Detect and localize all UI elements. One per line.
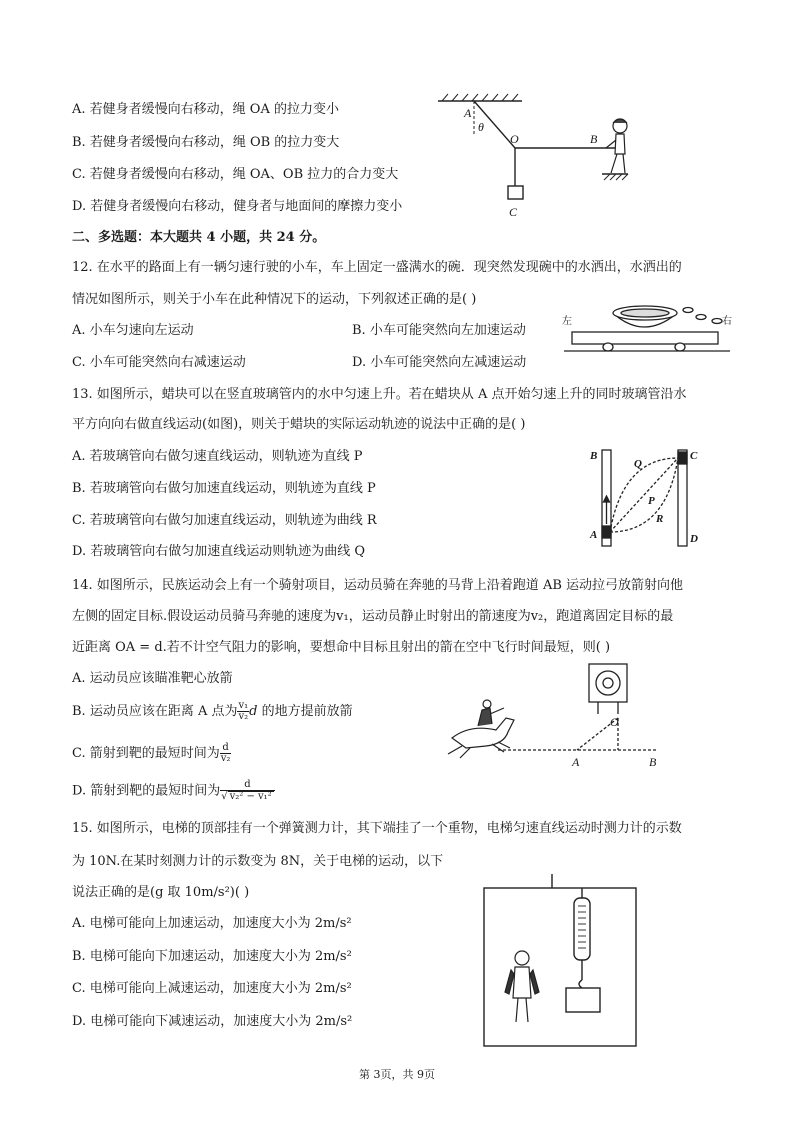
fraction-d-over-root — [220, 780, 274, 802]
label-b: B — [590, 132, 598, 146]
q11-option-c: C. 若健身者缓慢向右移动，绳 OA、OB 拉力的合力变大 — [72, 167, 399, 182]
fraction-num: v₁ — [238, 700, 249, 711]
q12-figure — [560, 296, 734, 358]
spring-scale-body — [574, 898, 590, 960]
q13-option-a: A. 若玻璃管向右做匀速直线运动，则轨迹为直线 P — [72, 449, 363, 464]
q11-figure — [430, 88, 630, 220]
wax-block — [602, 526, 611, 538]
q11-option-d: D. 若健身者缓慢向右移动，健身者与地面间的摩擦力变小 — [72, 199, 403, 214]
label-b: B — [649, 755, 657, 769]
q13-option-b: B. 若玻璃管向右做匀加速直线运动，则轨迹为直线 P — [72, 481, 376, 496]
fraction-den: v₂ — [220, 753, 231, 764]
label-right: 右 — [722, 316, 732, 327]
q15-option-a: A. 电梯可能向上加速运动，加速度大小为 2m/s² — [72, 916, 352, 931]
q12-option-d: D. 小车可能突然向左减速运动 — [352, 355, 527, 370]
q12-stem-line2: 情况如图所示，则关于小车在此种情况下的运动，下列叙述正确的是( ) — [72, 292, 477, 307]
heavy-object — [566, 988, 600, 1012]
ceiling-hatch — [442, 94, 518, 101]
q12-option-c: C. 小车可能突然向右减速运动 — [72, 355, 246, 370]
water-surface — [621, 309, 669, 317]
q11-option-a: A. 若健身者缓慢向右移动，绳 OA 的拉力变小 — [72, 102, 339, 117]
q15-stem-line1: 15. 如图所示，电梯的顶部挂有一个弹簧测力计，其下端挂了一个重物，电梯匀速直线运动时测力计的示数 — [72, 821, 682, 836]
q14-option-d — [72, 780, 275, 802]
q12-option-a: A. 小车匀速向左运动 — [72, 323, 194, 338]
q13-option-d: D. 若玻璃管向右做匀加速直线运动则轨迹为曲线 Q — [72, 544, 366, 559]
cart-deck — [572, 332, 718, 344]
target-board — [589, 664, 627, 702]
person-icon — [606, 119, 627, 173]
q13-option-c: C. 若玻璃管向右做匀加速直线运动，则轨迹为曲线 R — [72, 513, 377, 528]
elevator-car — [484, 888, 636, 1046]
q13-stem-line1: 13. 如图所示，蜡块可以在竖直玻璃管内的水中匀速上升。若在蜡块从 A 点开始匀速上升的同时玻璃管沿水 — [72, 387, 687, 402]
q13-stem-line2: 平方向向右做直线运动(如图)，则关于蜡块的实际运动轨迹的说法中正确的是( ) — [72, 417, 526, 432]
q12-stem-line1: 12. 在水平的路面上有一辆匀速行驶的小车，车上固定一盛满水的碗．现突然发现碗中的水洒出，水洒出的 — [72, 260, 682, 275]
label-a: A — [572, 755, 580, 769]
label-d: D — [690, 533, 698, 545]
q14-option-d-prefix: D. 箭射到靶的最短时间为 — [72, 783, 221, 799]
q15-option-b: B. 电梯可能向下加速运动，加速度大小为 2m/s² — [72, 949, 352, 964]
cart-wheel — [603, 343, 613, 351]
label-o: O — [510, 132, 519, 146]
label-a: A — [590, 529, 598, 541]
label-a: A — [464, 106, 472, 120]
water-drop — [696, 315, 706, 320]
q13-figure — [588, 446, 704, 554]
q14-stem-line3: 近距离 OA = d.若不计空气阻力的影响，要想命中目标且射出的箭在空中飞行时间最短，则( ) — [72, 640, 611, 655]
weight-c — [508, 186, 523, 199]
q14-figure — [440, 660, 664, 772]
water-drop — [712, 319, 722, 324]
page-footer: 第 3页，共 9页 — [359, 1068, 435, 1081]
root-expression: v₂² − v₁² — [229, 791, 272, 802]
q14-stem-line1: 14. 如图所示，民族运动会上有一个骑射项目，运动员骑在奔驰的马背上沿着跑道 AB 运动拉弓放箭射向他 — [72, 578, 684, 593]
symbol-d: d — [249, 704, 258, 719]
q15-stem-line3: 说法正确的是(g 取 10m/s²)( ) — [72, 885, 250, 900]
label-left: 左 — [562, 316, 572, 327]
label-o: O — [610, 715, 619, 729]
label-c: C — [509, 205, 518, 219]
label-c: C — [690, 450, 698, 462]
q12-option-b: B. 小车可能突然向左加速运动 — [352, 323, 526, 338]
q14-option-b — [72, 701, 353, 722]
label-r: R — [656, 513, 664, 525]
label-q: Q — [634, 458, 642, 470]
q14-stem-line2: 左侧的固定目标.假设运动员骑马奔驰的速度为v₁，运动员静止时射出的箭速度为v₂，跑道离固定目标的最 — [72, 609, 674, 624]
fraction-v1-over-v2 — [237, 701, 249, 722]
q15-option-d: D. 电梯可能向下减速运动，加速度大小为 2m/s² — [72, 1014, 353, 1029]
q14-option-b-prefix: B. 运动员应该在距离 A 点为 — [72, 704, 238, 719]
wax-block-end — [678, 452, 687, 464]
fraction-den: v₂ — [238, 711, 249, 722]
ground-hatch — [604, 174, 628, 180]
q14-option-b-suffix: 的地方提前放箭 — [261, 704, 353, 719]
q14-option-a: A. 运动员应该瞄准靶心放箭 — [72, 671, 233, 686]
q11-option-b: B. 若健身者缓慢向右移动，绳 OB 的拉力变大 — [72, 135, 340, 150]
q15-option-c: C. 电梯可能向上减速运动，加速度大小为 2m/s² — [72, 981, 352, 996]
fraction-d-over-v2 — [220, 743, 232, 764]
section-heading: 二、多选题：本大题共 4 小题，共 24 分。 — [72, 230, 326, 245]
q15-stem-line2: 为 10N.在某时刻测力计的示数变为 8N，关于电梯的运动，以下 — [72, 854, 444, 869]
horse-rider-icon — [448, 700, 514, 758]
cart-wheel — [675, 343, 685, 351]
q15-figure — [478, 872, 642, 1050]
label-theta: θ — [478, 120, 484, 134]
label-p: P — [648, 495, 655, 507]
q14-option-c-prefix: C. 箭射到靶的最短时间为 — [72, 746, 220, 761]
water-drop — [683, 308, 693, 313]
fraction-den: √ v₂² − v₁² — [221, 791, 272, 802]
q14-option-c — [72, 743, 231, 764]
fraction-num: d — [220, 780, 274, 791]
fraction-num: d — [220, 743, 232, 754]
label-b: B — [590, 450, 598, 462]
